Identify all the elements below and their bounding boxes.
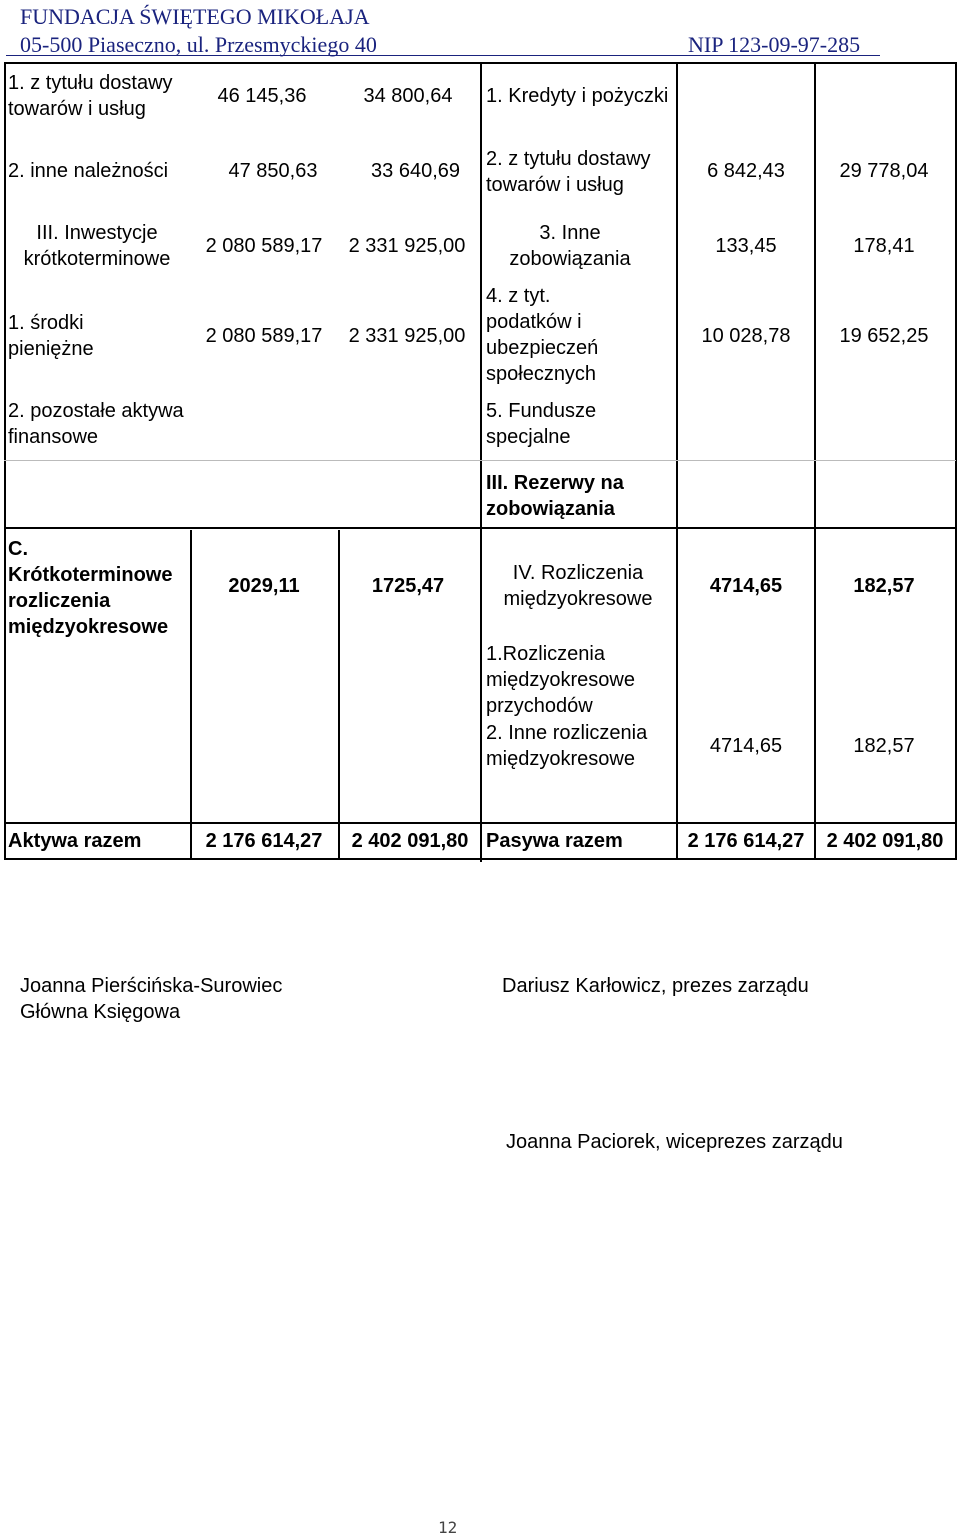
total-assets-curr: 2 402 091,80 (351, 830, 469, 852)
org-name: FUNDACJA ŚWIĘTEGO MIKOŁAJA (20, 4, 370, 29)
liab-rowIV-curr: 182,57 (853, 575, 915, 597)
asset-row4-label: 1. środki pieniężne (8, 312, 94, 360)
liab-row3-curr: 178,41 (853, 235, 915, 257)
liab-rowIV2-curr: 182,57 (853, 735, 915, 757)
asset-row3-prev: 2 080 589,17 (205, 235, 323, 257)
liab-row2-curr: 29 778,04 (839, 160, 929, 182)
asset-rowC-label: C. Krótkoterminowe rozliczenia międzyokresowe (8, 538, 173, 638)
liab-rowIV-label: IV. Rozliczenia międzyokresowe (503, 562, 653, 610)
liab-rowIII-label: III. Rezerwy na zobowiązania (486, 472, 624, 520)
asset-row3-label: III. Inwestycje krótkoterminowe (23, 222, 171, 270)
liab-rowIV2-prev: 4714,65 (709, 735, 783, 757)
asset-row1-curr: 34 800,64 (363, 85, 453, 107)
asset-row3-curr: 2 331 925,00 (348, 235, 466, 257)
signature-2: Dariusz Karłowicz, prezes zarządu (502, 975, 809, 997)
asset-row2-label: 2. inne należności (8, 160, 169, 182)
signature-1-role: Główna Księgowa (20, 1001, 181, 1023)
asset-row5-label: 2. pozostałe aktywa finansowe (8, 400, 184, 448)
asset-row2-curr: 33 640,69 (371, 160, 460, 182)
asset-row1-prev: 46 145,36 (217, 85, 307, 107)
liab-row4-curr: 19 652,25 (839, 325, 929, 347)
asset-rowC-curr: 1725,47 (371, 575, 445, 597)
signature-3: Joanna Paciorek, wiceprezes zarządu (506, 1131, 843, 1153)
asset-row2-prev: 47 850,63 (228, 160, 318, 182)
liab-row4-prev: 10 028,78 (701, 325, 791, 347)
liab-rowIV2-label: 2. Inne rozliczenia międzyokresowe (486, 722, 648, 770)
liab-rowIV-prev: 4714,65 (709, 575, 783, 597)
liab-row4-label: 4. z tyt. podatków i ubezpieczeń społecznych (486, 285, 599, 385)
asset-row1-label: 1. z tytułu dostawy towarów i usług (8, 72, 173, 120)
total-liab-prev: 2 176 614,27 (687, 830, 805, 852)
org-nip: NIP 123-09-97-285 (688, 32, 861, 57)
org-address: 05-500 Piaseczno, ul. Przesmyckiego 40 (20, 32, 377, 57)
signature-1-name: Joanna Pierścińska-Surowiec (20, 975, 283, 997)
liab-row3-label: 3. Inne zobowiązania (509, 222, 631, 270)
liab-row2-label: 2. z tytułu dostawy towarów i usług (486, 148, 651, 196)
liab-row3-prev: 133,45 (715, 235, 777, 257)
total-liab-curr: 2 402 091,80 (826, 830, 944, 852)
asset-row4-curr: 2 331 925,00 (348, 325, 466, 347)
liab-row1-label: 1. Kredyty i pożyczki (486, 85, 669, 107)
page-number: 12 (438, 1518, 458, 1537)
asset-rowC-prev: 2029,11 (228, 575, 300, 597)
liab-row2-prev: 6 842,43 (707, 160, 785, 182)
header-rule (6, 55, 880, 56)
total-assets-label: Aktywa razem (8, 830, 142, 852)
total-liab-label: Pasywa razem (486, 830, 623, 852)
liab-rowIV1-label: 1.Rozliczenia międzyokresowe przychodów (486, 643, 635, 717)
liab-row5-label: 5. Fundusze specjalne (486, 400, 597, 448)
asset-row4-prev: 2 080 589,17 (205, 325, 323, 347)
total-assets-prev: 2 176 614,27 (205, 830, 323, 852)
